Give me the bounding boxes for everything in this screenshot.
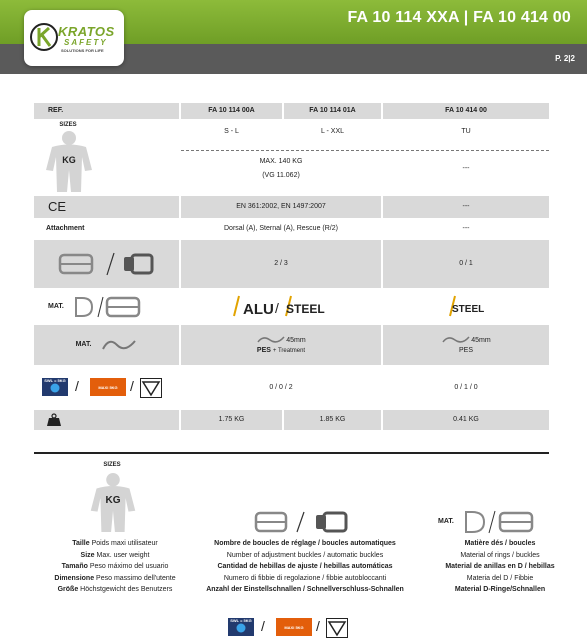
buckles-icons-cell bbox=[34, 240, 179, 288]
legend-col2-4-b: Anzahl der Einstellschnallen / Schnellverschluss-Schnallen bbox=[206, 586, 404, 593]
steel-logo bbox=[447, 292, 497, 322]
legend-maxi-box: MAXI 5KG bbox=[276, 618, 312, 636]
legend-mat-label: MAT. bbox=[438, 518, 454, 525]
weight-col-2: 1.85 KG bbox=[284, 410, 381, 430]
swl-slash-1: / bbox=[75, 378, 79, 394]
legend-col3-row bbox=[420, 538, 580, 550]
strap-value-b-cell bbox=[383, 325, 549, 365]
triangle-down-icon bbox=[140, 378, 162, 398]
legend-col2-0-b: Nombre de boucles de réglage / boucles automatiques bbox=[214, 540, 396, 547]
weight-col-1: 1.75 KG bbox=[181, 410, 282, 430]
kratos-logo bbox=[24, 10, 124, 66]
legend-col3-row bbox=[420, 550, 580, 562]
legend-col2-row bbox=[190, 573, 420, 585]
swl-slash-2: / bbox=[130, 378, 134, 394]
strap-mat-cell bbox=[34, 325, 179, 365]
d-ring-buckle-icon bbox=[72, 295, 142, 319]
logo-brand-2: SAFETY bbox=[64, 38, 108, 47]
logo-tagline: SOLUTIONS FOR LIFE bbox=[61, 48, 104, 53]
legend-col1-2-b: Tamaño bbox=[61, 563, 88, 570]
section-divider bbox=[34, 452, 549, 454]
legend-col2-row bbox=[190, 561, 420, 573]
kg-label: KG bbox=[62, 154, 76, 165]
alu-slash: / bbox=[275, 300, 279, 316]
legend-col-1 bbox=[20, 538, 210, 596]
legend-mat-icons bbox=[438, 510, 538, 534]
ref-col-1: FA 10 114 00A bbox=[181, 103, 282, 119]
legend-col2-row bbox=[190, 550, 420, 562]
strap-mat-a: PES bbox=[256, 347, 271, 355]
legend-col3-row bbox=[420, 561, 580, 573]
strap-size-b: 45mm bbox=[471, 336, 491, 344]
legend-col3-2-b: Material de anillas en D / hebillas bbox=[445, 563, 555, 570]
legend-col1-4-t: Höchstgewicht des Benutzers bbox=[80, 586, 173, 593]
logo-brand: KRATOS bbox=[58, 24, 115, 39]
legend-col1-2-t: Peso máximo del usuario bbox=[89, 563, 169, 570]
legend-col2-3-t: Numero di fibbie di regolazione / fibbie autobloccanti bbox=[223, 574, 387, 582]
legend-col1-row bbox=[20, 573, 210, 585]
strap-wave-icon-b bbox=[441, 334, 471, 346]
standards-col-3: --- bbox=[383, 196, 549, 218]
legend-col3-row bbox=[420, 573, 580, 585]
attachment-label: Attachment bbox=[46, 225, 85, 233]
legend-d-ring-icon bbox=[464, 510, 536, 534]
legend-col2-row bbox=[190, 584, 420, 596]
page-number: P. 2|2 bbox=[555, 54, 575, 63]
legend-col1-row bbox=[20, 584, 210, 596]
legend-col1-1-t: Max. user weight bbox=[96, 551, 150, 559]
steel-text: STEEL bbox=[286, 302, 325, 316]
swl-text: SWL = 5KG bbox=[44, 378, 66, 383]
size-divider bbox=[181, 150, 549, 151]
legend-buckle-icons bbox=[254, 510, 354, 534]
strap-wave-icon-a bbox=[256, 334, 286, 346]
strap-value-a-cell bbox=[181, 325, 381, 365]
weight-col-3: 0.41 KG bbox=[383, 410, 549, 430]
alu-text: ALU bbox=[243, 301, 274, 318]
buckles-value-a: 2 / 3 bbox=[181, 240, 381, 288]
legend-col1-row bbox=[20, 538, 210, 550]
legend-swl-text: SWL = 5KG bbox=[230, 618, 252, 623]
swl-value-a: 0 / 0 / 2 bbox=[269, 384, 293, 392]
steel-text-b: STEEL bbox=[452, 304, 485, 315]
legend-col2-1-t: Number of adjustment buckles / automatic buckles bbox=[226, 551, 384, 559]
swl-value-b: 0 / 1 / 0 bbox=[454, 384, 478, 392]
kratos-k-icon bbox=[30, 20, 58, 54]
legend-col3-4-b: Material D-Ringe/Schnallen bbox=[454, 586, 546, 593]
legend-globe-icon bbox=[236, 623, 246, 633]
strap-mat-label: MAT. bbox=[75, 341, 92, 349]
attachment-value: Dorsal (A), Sternal (A), Rescue (R/2) bbox=[224, 225, 338, 233]
size-col-3: TU bbox=[461, 128, 471, 136]
buckles-value-b: 0 / 1 bbox=[383, 240, 549, 288]
standards: EN 361:2002, EN 1497:2007 bbox=[181, 196, 381, 218]
globe-icon bbox=[50, 383, 60, 393]
legend-triangle-down-icon bbox=[326, 618, 348, 638]
mat-label: MAT. bbox=[48, 303, 64, 311]
legend-sizes-label: SIZES bbox=[103, 461, 121, 468]
swl-icons bbox=[42, 376, 182, 400]
size-col-1: S - L bbox=[224, 128, 239, 136]
max-weight-col-3: --- bbox=[462, 165, 470, 173]
maxi-box: MAXI 5KG bbox=[90, 378, 126, 396]
legend-col3-3-t: Materia del D / Fibbie bbox=[466, 574, 534, 582]
legend-col1-1-b: Size bbox=[80, 551, 95, 559]
sizes-label: SIZES bbox=[59, 121, 77, 128]
legend-slash-1: / bbox=[261, 618, 265, 634]
legend-col3-row bbox=[420, 584, 580, 596]
strap-wave-icon bbox=[101, 335, 137, 355]
swl-box bbox=[42, 378, 68, 396]
ref-col-2: FA 10 114 01A bbox=[284, 103, 381, 119]
strap-mat-b: PES bbox=[458, 347, 473, 355]
ref-label: REF. bbox=[34, 103, 179, 119]
attachment-col-3: --- bbox=[462, 225, 470, 233]
legend-col1-3-b: Dimensione bbox=[54, 574, 95, 582]
legend-swl-icons bbox=[228, 616, 368, 640]
legend-swl-box bbox=[228, 618, 254, 636]
alu-steel-logo bbox=[231, 292, 331, 322]
legend-col1-0-b: Taille bbox=[72, 540, 90, 547]
weight-icon-cell bbox=[34, 410, 179, 430]
size-col-2: L - XXL bbox=[320, 128, 345, 136]
legend-col2-2-b: Cantidad de hebillas de ajuste / hebillas automáticas bbox=[217, 563, 393, 570]
max-weight-ref: (VG 11.062) bbox=[262, 172, 300, 180]
ce-mark: CE bbox=[34, 196, 179, 218]
legend-slash-2: / bbox=[316, 618, 320, 634]
buckle-icons bbox=[52, 249, 162, 279]
document-title: FA 10 114 XXA | FA 10 414 00 bbox=[347, 9, 571, 26]
strap-size-a: 45mm bbox=[286, 336, 306, 344]
strap-treatment: + Treatment bbox=[272, 348, 306, 355]
legend-col1-4-b: Größe bbox=[57, 586, 79, 593]
max-weight: MAX. 140 KG bbox=[259, 158, 303, 166]
weight-icon bbox=[46, 413, 62, 427]
legend-col-2 bbox=[190, 538, 420, 596]
legend-col1-0-t: Poids maxi utilisateur bbox=[91, 540, 158, 547]
legend-col-3 bbox=[420, 538, 580, 596]
ref-col-3: FA 10 414 00 bbox=[383, 103, 549, 119]
legend-col1-row bbox=[20, 550, 210, 562]
legend-col1-3-t: Peso massimo dell'utente bbox=[96, 574, 176, 582]
legend-col3-0-b: Matière dés / boucles bbox=[464, 540, 536, 547]
legend-col3-1-t: Material of rings / buckles bbox=[460, 551, 540, 559]
legend-col2-row bbox=[190, 538, 420, 550]
legend-col1-row bbox=[20, 561, 210, 573]
legend-kg-label: KG bbox=[105, 495, 121, 507]
